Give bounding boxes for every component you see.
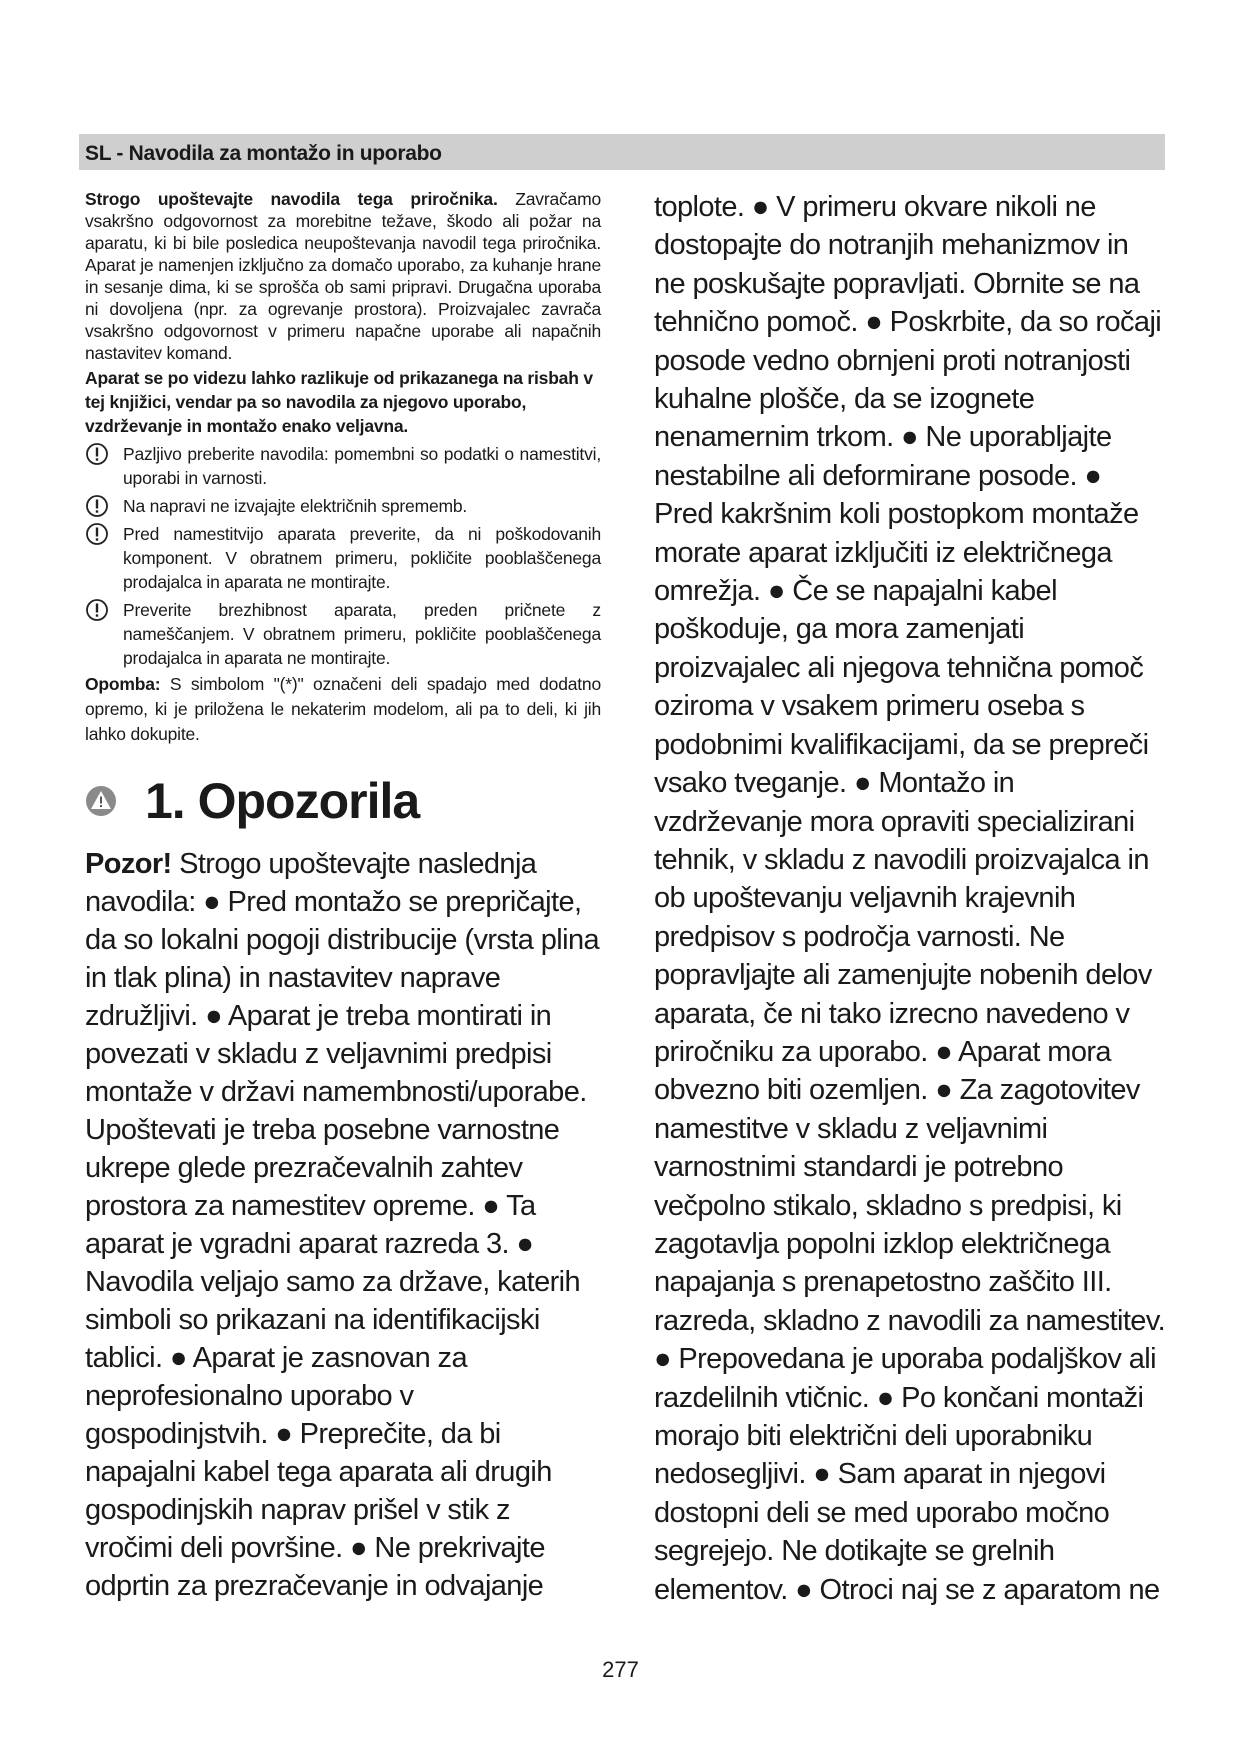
warning-circle-icon [85, 598, 109, 622]
note-label: Opomba: [85, 674, 161, 694]
warning-text: Preverite brezhibnost aparata, preden pričnete z nameščanjem. V obratnem primeru, pokličite pooblaščenega prodajalca in aparata ne montirajte. [123, 600, 601, 668]
left-column [85, 188, 601, 1605]
appearance-notice: Aparat se po videzu lahko razlikuje od prikazanega na risbah v tej knjižici, vendar pa so navodila za njegovo uporabo, vzdrževanje in montažo enako veljavna. [85, 368, 593, 436]
page-header-title: SL - Navodila za montažo in uporabo [85, 142, 442, 165]
warnings-left-text [85, 845, 601, 1605]
warning-circle-icon [85, 442, 109, 466]
intro-lead-bold: Strogo upoštevajte navodila tega priročnika. [85, 189, 498, 209]
warning-triangle-icon [85, 785, 117, 817]
warnings-right-text: toplote. ● V primeru okvare nikoli ne dostopajte do notranjih mehanizmov in ne poskušajte popravljati. Obrnite se na tehnično pomoč. ● Poskrbite, da so ročaji posode vedno obrnjeni proti notranjosti kuhalne plošče, da se izognete nenamernim trkom. ● Ne uporabljajte nestabilne ali deformirane posode. ● Pred kakršnim koli postopkom montaže morate aparat izključiti iz električnega omrežja. ● Če se napajalni kabel poškoduje, ga mora zamenjati proizvajalec ali njegova tehnična pomoč oziroma v vsakem primeru oseba s podobnimi kvalifikacijami, da se prepreči vsako tveganje. ● Montažo in vzdrževanje mora opraviti specializirani tehnik, v skladu z navodili proizvajalca in ob upoštevanju veljavnih krajevnih predpisov s področja varnosti. Ne popravljajte ali zamenjujte nobenih delov aparata, če ni tako izrecno navedeno v priročniku za uporabo. ● Aparat mora obvezno biti ozemljen. ● Za zagotovitev namestitve v skladu z veljavnimi varnostnimi standardi je potrebno večpolno stikalo, skladno s predpisi, ki zagotavlja popolni izklop električnega napajanja s prenapetostno zaščito III. razreda, skladno z navodili za namestitev. ● Prepovedana je uporaba podaljškov ali razdelilnih vtičnic. ● Po končani montaži morajo biti električni deli uporabniku nedosegljivi. ● Sam aparat in njegovi dostopni deli se med uporabo močno segrejejo. Ne dotikajte se grelnih elementov. ● Otroci naj se z aparatom ne [654, 191, 1166, 1606]
warning-text: Pazljivo preberite navodila: pomembni so podatki o namestitvi, uporabi in varnosti. [123, 444, 601, 488]
note-text: S simbolom "(*)" označeni deli spadajo med dodatno opremo, ki je priložena le nekaterim modelom, ali pa to deli, ki jih lahko dokupite. [85, 674, 601, 744]
warning-item [85, 598, 601, 670]
header-bar [79, 134, 1165, 170]
intro-text: Zavračamo vsakršno odgovornost za morebitne težave, škodo ali požar na aparatu, ki bi bile posledica neupoštevanja navodil tega priročnika. Aparat je namenjen izključno za domačo uporabo, za kuhanje hrane in sesanje dima, ki se sprošča ob sami pripravi. Drugačna uporaba ni dovoljena (npr. za ogrevanje prostora). Proizvajalec zavrača vsakršno odgovornost v primeru napačne uporabe ali napačnih nastavitev komand. [85, 189, 602, 363]
right-column [654, 188, 1166, 1609]
section-title: 1. Opozorila [145, 773, 420, 829]
warning-item [85, 494, 601, 518]
section-heading [85, 769, 601, 833]
note-paragraph [85, 672, 601, 747]
page-number: 277 [602, 1657, 639, 1682]
warning-item [85, 522, 601, 594]
warning-item [85, 442, 601, 490]
intro-paragraph [85, 188, 601, 364]
warnings-lead-bold: Pozor! [85, 848, 172, 880]
warning-text: Pred namestitvijo aparata preverite, da ni poškodovanih komponent. V obratnem primeru, pokličite pooblaščenega prodajalca in aparata ne montirajte. [123, 524, 601, 592]
warning-circle-icon [85, 522, 109, 546]
warnings-left-body: Strogo upoštevajte naslednja navodila: ● Pred montažo se prepričajte, da so lokalni pogoji distribucije (vrsta plina in tlak plina) in nastavitev naprave združljivi. ● Aparat je treba montirati in povezati v skladu z veljavnimi predpisi montaže v državi namembnosti/uporabe. Upoštevati je treba posebne varnostne ukrepe glede prezračevalnih zahtev prostora za namestitev opreme. ● Ta aparat je vgradni aparat razreda 3. ● Navodila veljajo samo za države, katerih simboli so prikazani na identifikacijski tablici. ● Aparat je zasnovan za neprofesionalno uporabo v gospodinjstvih. ● Preprečite, da bi napajalni kabel tega aparata ali drugih gospodinjskih naprav prišel v stik z vročimi deli površine. ● Ne prekrivajte odprtin za prezračevanje in odvajanje [85, 848, 600, 1602]
warning-circle-icon [85, 494, 109, 518]
warning-text: Na napravi ne izvajajte električnih sprememb. [123, 496, 468, 516]
